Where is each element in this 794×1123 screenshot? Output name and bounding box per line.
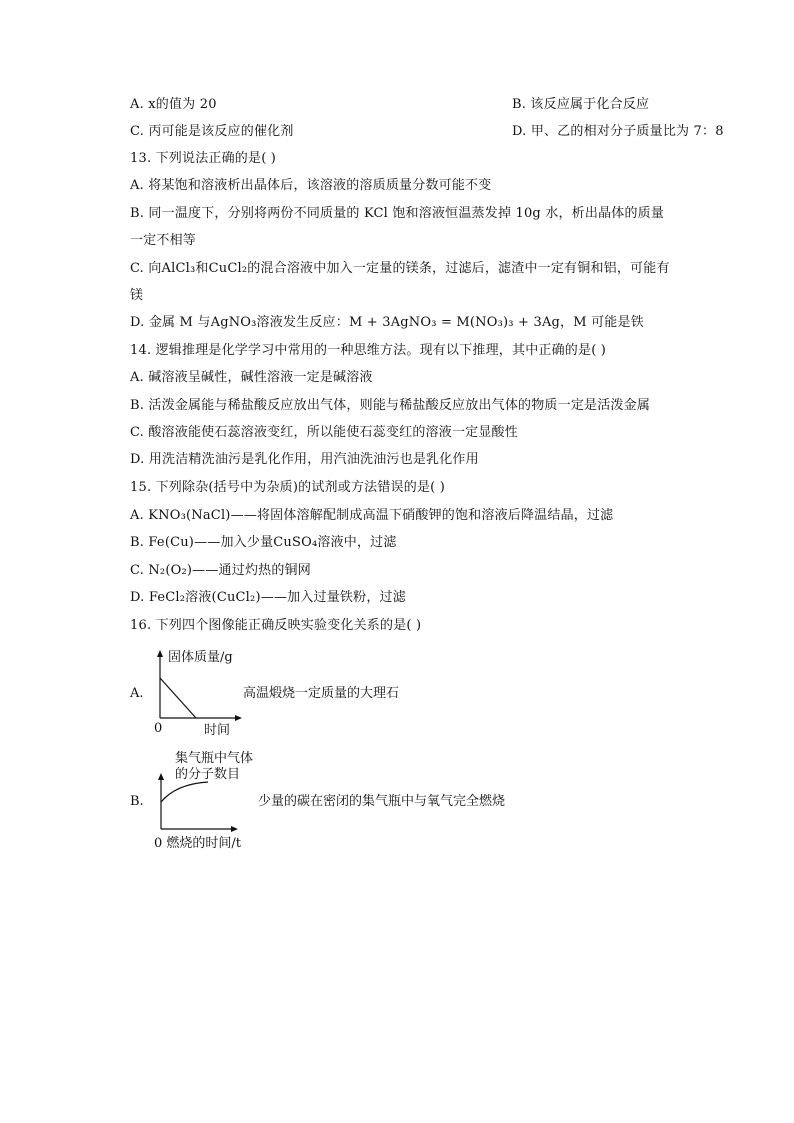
q16-option-b-ylabel-line1: 集气瓶中气体 [175,751,254,766]
q13-option-a: A. 将某饱和溶液析出晶体后，该溶液的溶质质量分数可能不变 [130,178,492,193]
q16-option-b-graph [150,772,250,842]
curve-line [161,782,208,802]
q14-stem: 14. 逻辑推理是化学学习中常用的一种思维方法。现有以下推理，其中正确的是( ) [130,343,607,358]
y-axis-arrow-icon [158,773,164,780]
q12-option-row-2 [130,123,724,141]
q14-option-c: C. 酸溶液能使石蕊溶液变红，所以能使石蕊变红的溶液一定显酸性 [130,425,518,440]
q14-option-d: D. 用洗洁精洗油污是乳化作用，用汽油洗油污也是乳化作用 [130,452,479,467]
q16-option-b-xlabel: 0 燃烧的时间/t [154,836,242,851]
q16-option-b-ylabel-line2: 的分子数目 [175,767,241,782]
q16-option-a-origin: 0 [154,721,163,736]
q12-option-b: B. 该反应属于化合反应 [512,97,650,112]
q15-option-a: A. KNO₃(NaCl)——将固体溶解配制成高温下硝酸钾的饱和溶液后降温结晶，过滤 [130,508,614,523]
q16-option-a-desc: 高温煅烧一定质量的大理石 [243,686,400,701]
q16-option-a-graph [150,650,250,740]
q16-option-a-letter: A. [130,686,144,701]
q15-option-d: D. FeCl₂溶液(CuCl₂)——加入过量铁粉，过滤 [130,590,406,605]
q12-option-c: C. 丙可能是该反应的催化剂 [130,124,294,139]
q15-stem: 15. 下列除杂(括号中为杂质)的试剂或方法错误的是( ) [130,480,446,495]
q13-option-b-line2: 一定不相等 [130,233,197,248]
q15-option-c: C. N₂(O₂)——通过灼热的铜网 [130,563,311,578]
q14-option-b: B. 活泼金属能与稀盐酸反应放出气体，则能与稀盐酸反应放出气体的物质一定是活泼金属 [130,398,651,413]
q12-option-d: D. 甲、乙的相对分子质量比为 7：8 [512,124,724,139]
q16-option-b-letter: B. [130,794,144,809]
q16-stem: 16. 下列四个图像能正确反映实验变化关系的是( ) [130,618,422,633]
q13-stem: 13. 下列说法正确的是( ) [130,151,277,166]
q16-option-b-desc: 少量的碳在密闭的集气瓶中与氧气完全燃烧 [258,794,506,809]
q13-option-b-line1: B. 同一温度下，分别将两份不同质量的 KCl 饱和溶液恒温蒸发掉 10g 水，析出晶体的质量 [130,206,665,221]
curve-line [160,678,196,718]
q12-option-row-1 [130,96,650,114]
x-axis-arrow-icon [235,715,242,721]
x-axis-arrow-icon [231,826,238,832]
q14-option-a: A. 碱溶液呈碱性，碱性溶液一定是碱溶液 [130,370,373,385]
q15-option-b: B. Fe(Cu)——加入少量CuSO₄溶液中，过滤 [130,535,397,550]
q13-option-c-line1: C. 向AlCl₃和CuCl₂的混合溶液中加入一定量的镁条，过滤后，滤渣中一定有铜和铝，可能有 [130,261,670,276]
q13-option-c-line2: 镁 [130,288,144,303]
q12-option-a: A. x的值为 20 [130,97,217,112]
q13-option-d: D. 金属 M 与AgNO₃溶液发生反应：M + 3AgNO₃ = M(NO₃)₃ + 3Ag，M 可能是铁 [130,315,644,330]
q16-option-a-ylabel: 固体质量/g [168,650,233,665]
q16-option-a-xlabel: 时间 [204,723,231,738]
y-axis-arrow-icon [157,650,163,657]
